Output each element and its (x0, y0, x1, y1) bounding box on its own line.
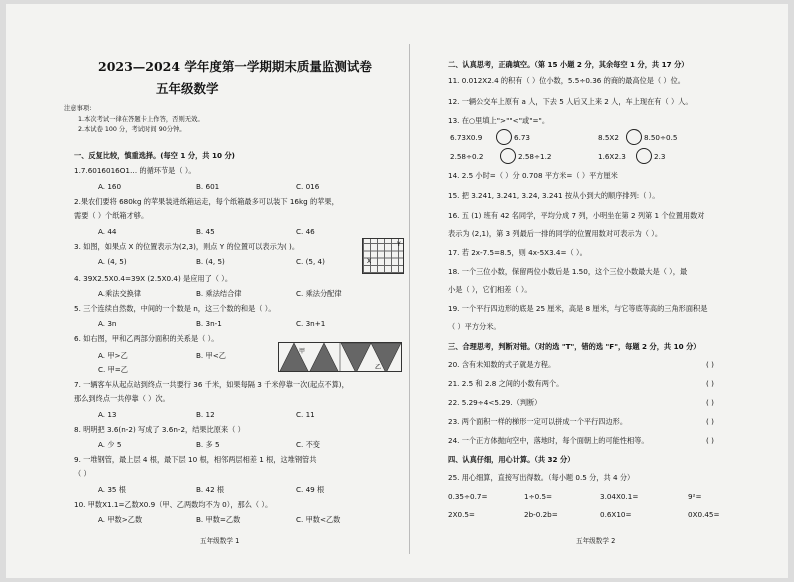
q10-option-c: C. 甲数<乙数 (296, 515, 341, 524)
svg-text:乙: 乙 (375, 364, 382, 371)
q5-option-b: B. 3n-1 (196, 319, 222, 328)
q1-option-a: A. 160 (98, 182, 122, 191)
q5-option-a: A. 3n (98, 319, 117, 328)
q7-option-a: A. 13 (98, 410, 117, 419)
question-18-line-1: 18. 一个三位小数，保留两位小数后是 1.50，这个三位小数最大是（ ），最 (448, 267, 688, 276)
shaded-pattern-figure (278, 342, 402, 372)
q7-option-c: C. 11 (296, 410, 315, 419)
question-7-line-2: 那么到终点一共停靠（ ）次。 (74, 394, 170, 403)
q20-answer-blank[interactable]: ( ) (706, 360, 714, 369)
q8-option-c: C. 不变 (296, 440, 320, 449)
calc-7: 0.6X10= (600, 510, 632, 519)
q3-option-c: C. (5, 4) (296, 257, 325, 266)
svg-text:Y: Y (397, 241, 401, 248)
compare-1-circle[interactable] (496, 129, 512, 145)
question-8: 8. 明明把 3.6(n-2) 写成了 3.6n-2，结果比原来（ ） (74, 425, 245, 434)
question-16-line-2: 表示为 (2,1)，第 3 列最后一排的同学的位置用数对可表示为（ ）。 (448, 229, 663, 238)
q8-option-a: A. 少 5 (98, 440, 122, 449)
compare-1-left: 6.73X0.9 (450, 133, 483, 142)
notes-heading: 注意事项: (64, 105, 92, 112)
compare-3-circle[interactable] (500, 148, 516, 164)
section-4-heading: 四、认真仔细，用心计算。（共 32 分） (448, 455, 575, 464)
question-21: 21. 2.5 和 2.8 之间的小数有两个。 (448, 379, 564, 388)
calc-4: 9²= (688, 492, 702, 501)
calc-8: 0X0.45= (688, 510, 720, 519)
question-19-line-1: 19. 一个平行四边形的底是 25 厘米，高是 8 厘米，与它等底等高的三角形面积是 (448, 304, 708, 313)
calc-3: 3.04X0.1= (600, 492, 639, 501)
q6-option-b: B. 甲<乙 (196, 351, 226, 360)
q2-option-b: B. 45 (196, 227, 215, 236)
compare-2-left: 8.5X2 (598, 133, 619, 142)
q3-option-b: B. (4, 5) (196, 257, 225, 266)
page-2 (406, 4, 788, 578)
question-3: 3. 如图，如果点 X 的位置表示为(2,3)，则点 Y 的位置可以表示为( )。 (74, 242, 300, 251)
svg-text:甲: 甲 (299, 348, 306, 355)
question-18-line-2: 小是（ ），它们相差（ ）。 (448, 285, 532, 294)
question-23: 23. 两个面积一样的梯形一定可以拼成一个平行四边形。 (448, 417, 628, 426)
compare-3-right: 2.58÷1.2 (518, 152, 552, 161)
q9-option-c: C. 49 根 (296, 485, 325, 494)
q9-option-a: A. 35 根 (98, 485, 126, 494)
question-2-line-1: 2.果农们要将 680kg 的苹果装进纸箱运走，每个纸箱最多可以装下 16kg 的苹果， (74, 197, 339, 206)
compare-1-right: 6.73 (514, 133, 531, 142)
q6-option-a: A. 甲>乙 (98, 351, 128, 360)
exam-subtitle: 五年级数学 (156, 81, 219, 96)
page-1-footer: 五年级数学 1 (200, 537, 240, 545)
q2-option-a: A. 44 (98, 227, 117, 236)
compare-2-circle[interactable] (626, 129, 642, 145)
question-20: 20. 含有未知数的式子就是方程。 (448, 360, 556, 369)
question-17: 17. 若 2x-7.5=8.5，则 4x-5X3.4=（ ）。 (448, 248, 587, 257)
q4-option-c: C. 乘法分配律 (296, 289, 342, 298)
q3-option-a: A. (4, 5) (98, 257, 127, 266)
q9-option-b: B. 42 根 (196, 485, 225, 494)
q1-option-b: B. 601 (196, 182, 220, 191)
compare-4-right: 2.3 (654, 152, 666, 161)
note-1: 1.本次考试一律在答题卡上作答，否则无效。 (78, 116, 204, 123)
question-25: 25. 用心细算，直接写出得数。（每小题 0.5 分，共 4 分） (448, 473, 635, 482)
exam-title: 2023—2024 学年度第一学期期末质量监测试卷 (98, 59, 372, 74)
calc-6: 2b-0.2b= (524, 510, 558, 519)
q6-option-c: C. 甲=乙 (98, 365, 128, 374)
q2-option-c: C. 46 (296, 227, 315, 236)
question-9-line-1: 9. 一堆钢管，最上层 4 根，最下层 10 根，相邻两层相差 1 根，这堆钢管共 (74, 455, 317, 464)
question-10: 10. 甲数X1.1=乙数X0.9（甲、乙两数均不为 0），那么（ ）。 (74, 500, 273, 509)
question-15: 15. 把 3.241, 3.241, 3.24, 3.241 按从小到大的顺序排列:（ ）。 (448, 191, 660, 200)
calc-1: 0.35÷0.7= (448, 492, 488, 501)
coordinate-grid-figure (362, 238, 404, 274)
question-19-line-2: （ ）平方分米。 (448, 322, 501, 331)
question-7-line-1: 7. 一辆客车从起点站到终点一共要行 36 千米，如果每隔 3 千米停靠一次(起点不算)， (74, 380, 349, 389)
compare-2-right: 8.50÷0.5 (644, 133, 678, 142)
question-5: 5. 三个连续自然数，中间的一个数是 n，这三个数的和是（ ）。 (74, 304, 276, 313)
page-2-footer: 五年级数学 2 (576, 537, 616, 545)
calc-2: 1÷0.5= (524, 492, 553, 501)
q5-option-c: C. 3n+1 (296, 319, 326, 328)
q22-answer-blank[interactable]: ( ) (706, 398, 714, 407)
question-2-line-2: 需要（ ）个纸箱才够。 (74, 211, 149, 220)
q10-option-a: A. 甲数>乙数 (98, 515, 143, 524)
question-16-line-1: 16. 五 (1) 班有 42 名同学，平均分成 7 列，小明坐在第 2 列第 1 个位置用数对 (448, 211, 705, 220)
section-3-heading: 三、合理思考，判断对错。（对的选 "T"，错的选 "F"，每题 2 分，共 10 分） (448, 342, 701, 351)
question-11: 11. 0.012X2.4 的积有（ ）位小数，5.5÷0.36 的商的最高位是（ ）位。 (448, 76, 685, 85)
q4-option-b: B. 乘法结合律 (196, 289, 242, 298)
question-24: 24. 一个正方体抛向空中，落地时，每个面朝上的可能性相等。 (448, 436, 649, 445)
q23-answer-blank[interactable]: ( ) (706, 417, 714, 426)
question-13: 13. 在○里填上">""<"或"="。 (448, 116, 550, 125)
compare-4-left: 1.6X2.3 (598, 152, 626, 161)
q10-option-b: B. 甲数=乙数 (196, 515, 241, 524)
section-2-heading: 二、认真思考，正确填空。（第 15 小题 2 分，其余每空 1 分，共 17 分） (448, 60, 689, 69)
q7-option-b: B. 12 (196, 410, 215, 419)
calc-5: 2X0.5= (448, 510, 475, 519)
question-1: 1.7.6016016O1… 的循环节是（ ）。 (74, 166, 196, 175)
question-9-line-2: （ ） (74, 469, 91, 478)
q8-option-b: B. 多 5 (196, 440, 220, 449)
question-4: 4. 39X2.5X0.4=39X (2.5X0.4) 是应用了（ ）。 (74, 274, 233, 283)
note-2: 2.本试卷 100 分，考试时间 90分钟。 (78, 126, 186, 133)
compare-4-circle[interactable] (636, 148, 652, 164)
question-22: 22. 5.29÷4<5.29.（判断） (448, 398, 542, 407)
question-6: 6. 如右图，甲和乙两部分面积的关系是（ ）。 (74, 334, 219, 343)
q4-option-a: A.乘法交换律 (98, 289, 142, 298)
pattern-triangles-figure (279, 343, 402, 372)
grid-points-figure (363, 239, 405, 275)
svg-text:X: X (367, 258, 372, 265)
section-1-heading: 一、反复比较，慎重选择。(每空 1 分，共 10 分) (74, 151, 235, 160)
q24-answer-blank[interactable]: ( ) (706, 436, 714, 445)
exam-sheet (6, 4, 788, 578)
q1-option-c: C. 016 (296, 182, 320, 191)
compare-3-left: 2.58÷0.2 (450, 152, 484, 161)
page-1 (6, 4, 406, 578)
q21-answer-blank[interactable]: ( ) (706, 379, 714, 388)
question-12: 12. 一辆公交车上原有 a 人，下去 5 人后又上来 2 人，车上现在有（ ）人。 (448, 97, 693, 106)
question-14: 14. 2.5 小时=（ ）分 0.708 平方米=（ ）平方厘米 (448, 171, 618, 180)
